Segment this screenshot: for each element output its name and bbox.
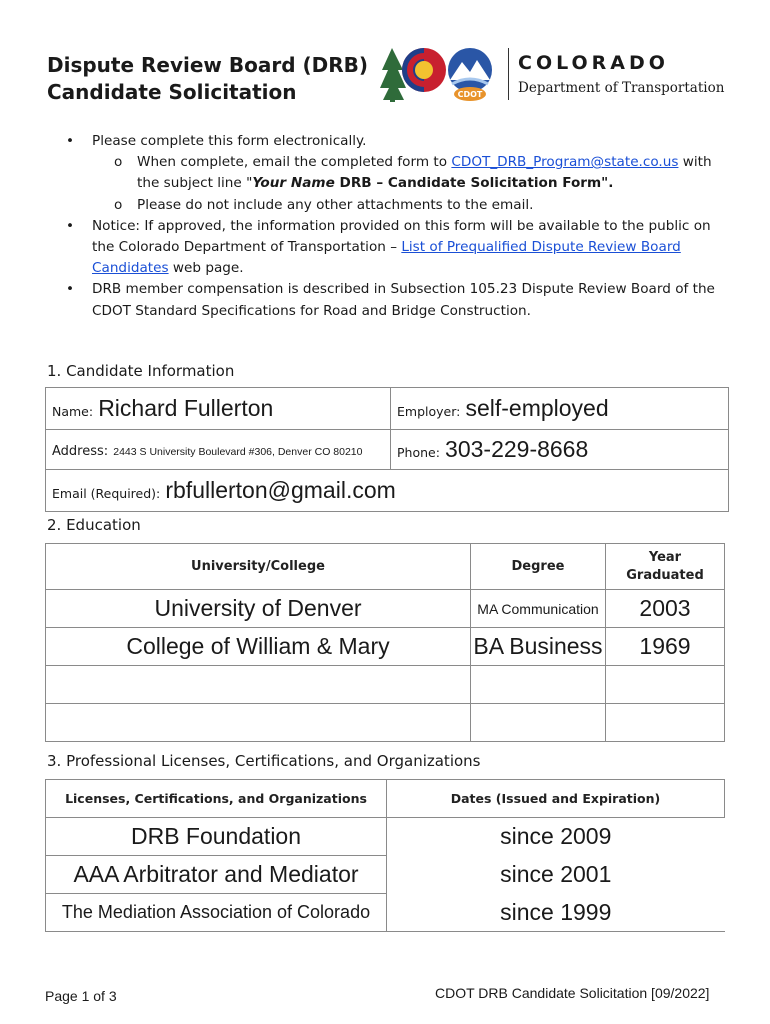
logo-state-name: COLORADO (518, 52, 669, 74)
col-dates: Dates (Issued and Expiration) (387, 780, 725, 818)
page-number: Page 1 of 3 (45, 988, 117, 1004)
university-cell[interactable]: College of William & Mary (46, 628, 471, 666)
instruction-electronic: • Please complete this form electronically. (46, 131, 736, 152)
degree-cell[interactable] (471, 666, 606, 704)
instructions (46, 131, 736, 322)
instruction-compensation: • DRB member compensation is described in Subsection 105.23 Dispute Review Board of the CDOT Standard Specifications for Road and Bridge Construction. (46, 279, 736, 321)
licenses-table (45, 779, 725, 932)
col-degree: Degree (471, 544, 606, 590)
dates-cell[interactable]: since 2001 (500, 861, 612, 887)
employer-value: self-employed (465, 395, 609, 421)
colorado-logo (380, 44, 505, 108)
license-cell[interactable]: AAA Arbitrator and Mediator (46, 856, 387, 894)
dates-cell[interactable]: since 1999 (387, 894, 725, 932)
dates-cell[interactable]: since 2009 (500, 823, 612, 850)
address-value: 2443 S University Boulevard #306, Denver CO 80210 (113, 446, 363, 458)
instruction-attachments: o Please do not include any other attachments to the email. (46, 195, 736, 216)
degree-cell[interactable]: MA Communication (471, 590, 606, 628)
form-identifier: CDOT DRB Candidate Solicitation [09/2022] (435, 985, 710, 1001)
license-cell[interactable]: The Mediation Association of Colorado (46, 894, 387, 932)
phone-value: 303-229-8668 (445, 436, 589, 462)
year-cell[interactable]: 1969 (606, 628, 725, 666)
table-row (46, 818, 725, 856)
phone-field[interactable]: Phone: 303-229-8668 (391, 430, 729, 470)
email-field[interactable]: Email (Required): rbfullerton@gmail.com (46, 470, 729, 512)
instruction-email: o When complete, email the completed form to CDOT_DRB_Program@state.co.us with the subject line "Your Name DRB – Candidate Solicitation Form". (46, 152, 736, 194)
logo-department: Department of Transportation (518, 80, 725, 96)
name-value: Richard Fullerton (98, 395, 274, 421)
university-cell[interactable] (46, 704, 471, 742)
university-cell[interactable] (46, 666, 471, 704)
email-value: rbfullerton@gmail.com (165, 477, 396, 503)
table-row (46, 894, 725, 932)
education-table (45, 543, 725, 742)
license-cell[interactable]: DRB Foundation (46, 818, 387, 856)
name-field[interactable]: Name: Richard Fullerton (46, 388, 391, 430)
section-licenses-title: 3. Professional Licenses, Certifications, and Organizations (47, 752, 481, 770)
address-field[interactable]: Address: 2443 S University Boulevard #306, Denver CO 80210 (46, 430, 391, 470)
candidate-info-table (45, 387, 729, 512)
table-row (46, 628, 725, 666)
employer-field[interactable]: Employer: self-employed (391, 388, 729, 430)
svg-text:CDOT: CDOT (457, 90, 483, 99)
col-year-graduated: Year Graduated (606, 544, 725, 590)
year-cell[interactable]: 2003 (606, 590, 725, 628)
prequalified-list-link[interactable]: List of Prequalified Dispute Review Board Candidates (92, 239, 681, 277)
email-link[interactable]: CDOT_DRB_Program@state.co.us (451, 154, 679, 171)
table-row (46, 666, 725, 704)
page-title: Dispute Review Board (DRB) Candidate Solicitation (47, 53, 369, 104)
section-candidate-info-title: 1. Candidate Information (47, 362, 235, 380)
section-education-title: 2. Education (47, 516, 141, 534)
year-cell[interactable] (606, 666, 725, 704)
logo-divider (508, 48, 509, 100)
table-row (46, 704, 725, 742)
instruction-notice: • Notice: If approved, the information provided on this form will be available to the public on the Colorado Department of Transportation – List of Prequalified Dispute Review Board Candidates web page. (46, 216, 736, 280)
cdot-logo-icon (380, 44, 505, 104)
col-licenses: Licenses, Certifications, and Organizations (46, 780, 387, 818)
year-cell[interactable] (606, 704, 725, 742)
table-row (46, 590, 725, 628)
university-cell[interactable]: University of Denver (46, 590, 471, 628)
col-university: University/College (46, 544, 471, 590)
degree-cell[interactable]: BA Business (471, 628, 606, 666)
table-row (46, 856, 725, 894)
degree-cell[interactable] (471, 704, 606, 742)
